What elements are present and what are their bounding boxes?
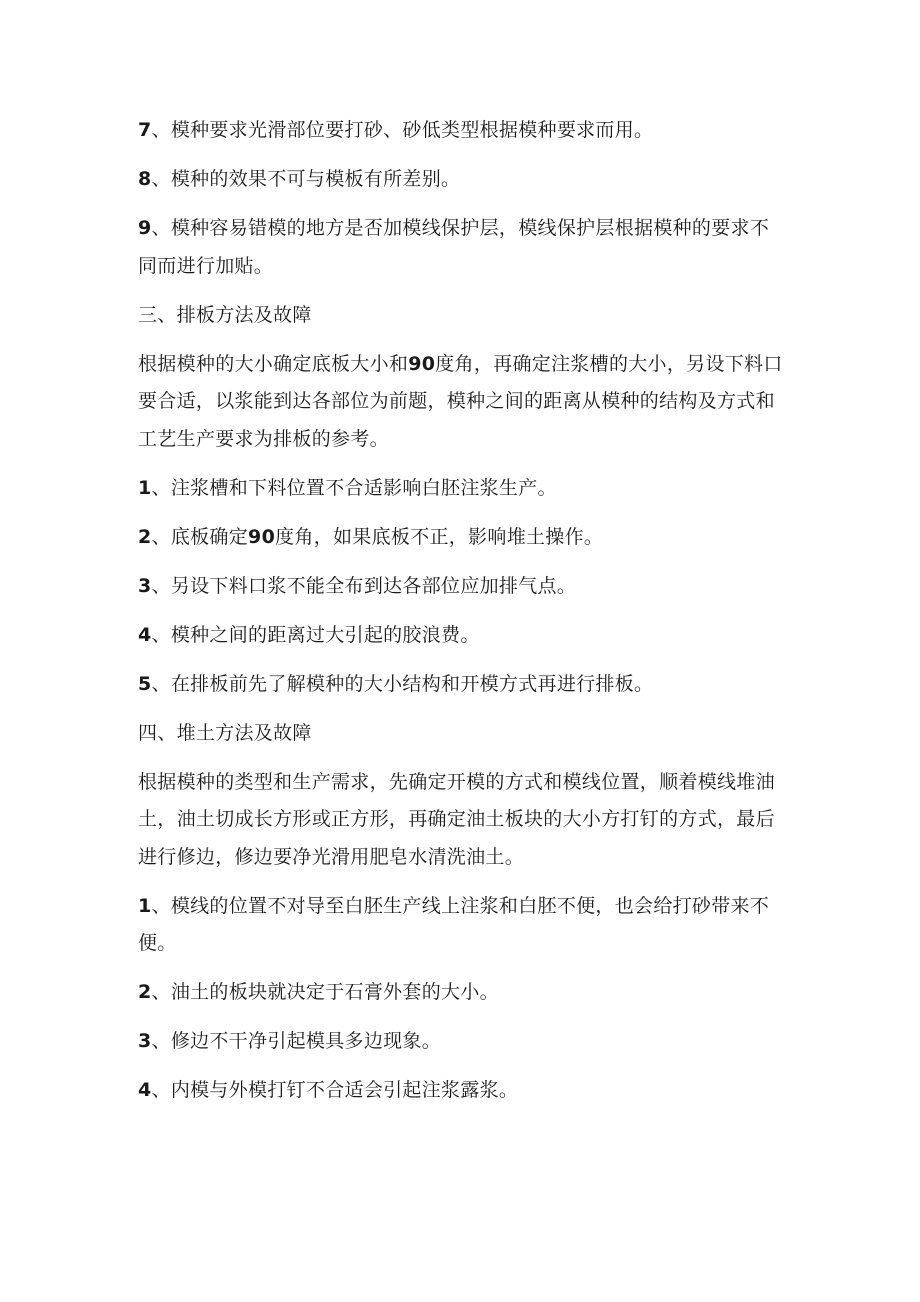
list-item bbox=[138, 470, 788, 508]
document-body bbox=[138, 112, 788, 1121]
item-text: 度角，如果底板不正，影响堆土操作。 bbox=[275, 525, 604, 548]
item-text: 、模种容易错模的地方是否加模线保护层，模线保护层根据模种的要求不同而进行加贴。 bbox=[138, 217, 770, 277]
list-item bbox=[138, 210, 788, 285]
item-text: 、另设下料口浆不能全布到达各部位应加排气点。 bbox=[151, 574, 577, 597]
item-text: 、注浆槽和下料位置不合适影响白胚注浆生产。 bbox=[151, 476, 557, 499]
paragraph-text: 根据模种的大小确定底板大小和 bbox=[138, 352, 409, 375]
list-item bbox=[138, 1023, 788, 1061]
list-item bbox=[138, 112, 788, 150]
list-item bbox=[138, 568, 788, 606]
item-number: 1 bbox=[138, 476, 152, 499]
item-number: 1 bbox=[138, 894, 152, 917]
list-item bbox=[138, 888, 788, 963]
section-heading: 四、堆土方法及故障 bbox=[138, 721, 312, 744]
section-heading: 三、排板方法及故障 bbox=[138, 303, 312, 326]
item-text: 、模种之间的距离过大引起的胶浪费。 bbox=[151, 623, 480, 646]
list-item bbox=[138, 1072, 788, 1110]
paragraph bbox=[138, 346, 788, 459]
item-text: 、油土的板块就决定于石膏外套的大小。 bbox=[151, 981, 499, 1003]
list-item bbox=[138, 974, 788, 1012]
list-item bbox=[138, 617, 788, 655]
list-item bbox=[138, 519, 788, 557]
item-number: 2 bbox=[138, 981, 152, 1003]
inline-number: 90 bbox=[408, 352, 436, 375]
list-item bbox=[138, 666, 788, 704]
item-text: 、在排板前先了解模种的大小结构和开模方式再进行排板。 bbox=[151, 672, 654, 695]
item-text: 、内模与外模打钉不合适会引起注浆露浆。 bbox=[151, 1079, 519, 1101]
inline-number: 90 bbox=[248, 525, 276, 548]
list-item bbox=[138, 161, 788, 199]
item-number: 7 bbox=[138, 119, 152, 141]
item-text: 、底板确定 bbox=[151, 525, 249, 548]
item-number: 9 bbox=[138, 217, 152, 239]
item-number: 4 bbox=[138, 623, 152, 646]
paragraph: 根据模种的类型和生产需求，先确定开模的方式和模线位置，顺着模线堆油土，油土切成长方形或正方形，再确定油土板块的大小方打钉的方式，最后进行修边，修边要净光滑用肥皂水清洗油土。 bbox=[138, 770, 775, 868]
item-text: 、模线的位置不对导至白胚生产线上注浆和白胚不便，也会给打砂带来不便。 bbox=[138, 894, 770, 954]
item-number: 3 bbox=[138, 574, 152, 597]
item-number: 4 bbox=[138, 1079, 152, 1101]
item-text: 、修边不干净引起模具多边现象。 bbox=[151, 1030, 442, 1052]
item-text: 、模种要求光滑部位要打砂、砂低类型根据模种要求而用。 bbox=[151, 119, 654, 141]
item-number: 5 bbox=[138, 672, 152, 695]
item-number: 2 bbox=[138, 525, 152, 548]
item-text: 、模种的效果不可与模板有所差别。 bbox=[151, 168, 461, 190]
paragraph-text: 度角，再确定注浆槽的大小，另设下料口要合适，以浆能到达各部位为前题，模种之间的距离从模种的结构及方式和工艺生产要求为排板的参考。 bbox=[138, 352, 783, 450]
item-number: 8 bbox=[138, 168, 152, 190]
item-number: 3 bbox=[138, 1030, 152, 1052]
